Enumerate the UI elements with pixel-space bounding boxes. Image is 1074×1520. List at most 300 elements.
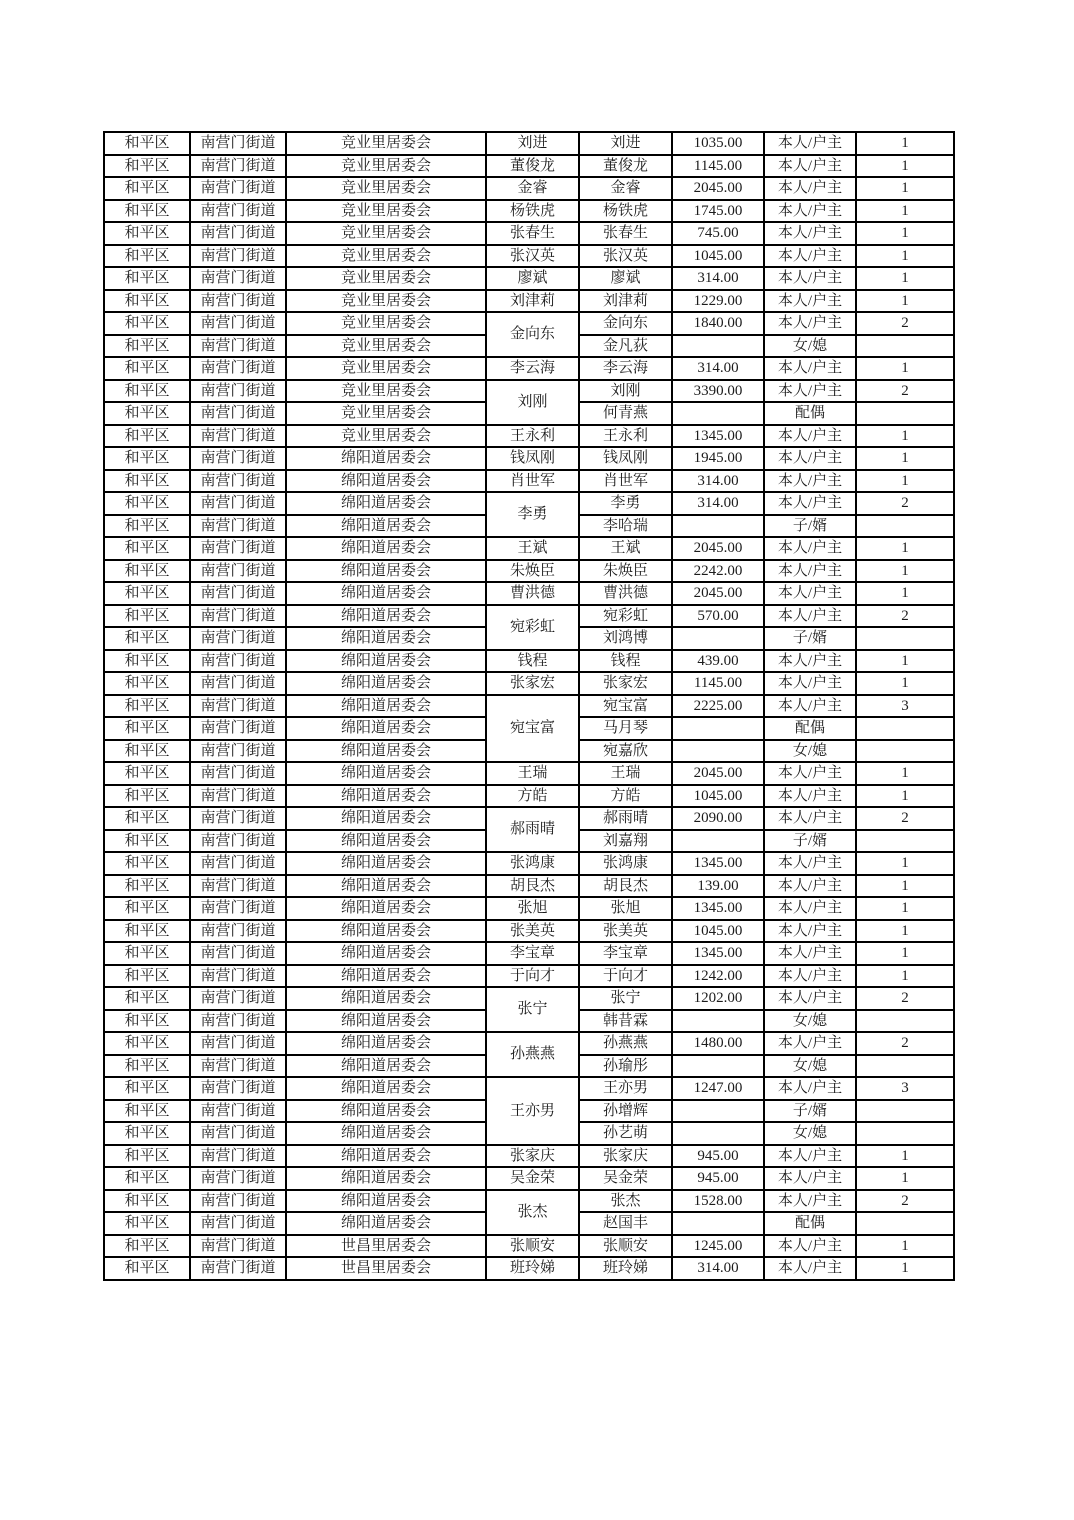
cell-member-name: 钱凤刚 bbox=[579, 447, 672, 470]
cell-member-name: 刘津莉 bbox=[579, 290, 672, 313]
cell-count: 3 bbox=[856, 695, 954, 718]
cell-amount: 1945.00 bbox=[672, 447, 764, 470]
cell-street: 南营门街道 bbox=[190, 1122, 286, 1145]
cell-household-head: 张家宏 bbox=[486, 672, 579, 695]
cell-amount: 1035.00 bbox=[672, 132, 764, 155]
cell-street: 南营门街道 bbox=[190, 627, 286, 650]
cell-member-name: 王斌 bbox=[579, 537, 672, 560]
cell-committee: 绵阳道居委会 bbox=[286, 1077, 486, 1100]
cell-street: 南营门街道 bbox=[190, 1190, 286, 1213]
cell-count: 2 bbox=[856, 987, 954, 1010]
cell-district: 和平区 bbox=[104, 987, 190, 1010]
cell-amount: 745.00 bbox=[672, 222, 764, 245]
cell-street: 南营门街道 bbox=[190, 312, 286, 335]
cell-count: 1 bbox=[856, 785, 954, 808]
cell-household-head: 孙燕燕 bbox=[486, 1032, 579, 1077]
cell-district: 和平区 bbox=[104, 335, 190, 358]
cell-relation: 本人/户主 bbox=[764, 650, 856, 673]
cell-count: 1 bbox=[856, 267, 954, 290]
cell-member-name: 董俊龙 bbox=[579, 155, 672, 178]
table-row bbox=[104, 920, 954, 943]
cell-street: 南营门街道 bbox=[190, 132, 286, 155]
cell-committee: 绵阳道居委会 bbox=[286, 1100, 486, 1123]
cell-household-head: 刘津莉 bbox=[486, 290, 579, 313]
cell-committee: 绵阳道居委会 bbox=[286, 695, 486, 718]
cell-district: 和平区 bbox=[104, 1257, 190, 1280]
cell-district: 和平区 bbox=[104, 1145, 190, 1168]
cell-committee: 绵阳道居委会 bbox=[286, 1145, 486, 1168]
cell-amount: 2090.00 bbox=[672, 807, 764, 830]
cell-amount: 1145.00 bbox=[672, 155, 764, 178]
cell-member-name: 张旭 bbox=[579, 897, 672, 920]
cell-member-name: 王永利 bbox=[579, 425, 672, 448]
cell-amount: 2225.00 bbox=[672, 695, 764, 718]
table-row bbox=[104, 875, 954, 898]
cell-committee: 绵阳道居委会 bbox=[286, 515, 486, 538]
cell-committee: 绵阳道居委会 bbox=[286, 897, 486, 920]
table-row bbox=[104, 177, 954, 200]
cell-committee: 绵阳道居委会 bbox=[286, 492, 486, 515]
cell-member-name: 孙增辉 bbox=[579, 1100, 672, 1123]
cell-street: 南营门街道 bbox=[190, 515, 286, 538]
table-row bbox=[104, 132, 954, 155]
table-row bbox=[104, 942, 954, 965]
cell-household-head: 金睿 bbox=[486, 177, 579, 200]
cell-member-name: 金凡荻 bbox=[579, 335, 672, 358]
cell-count: 1 bbox=[856, 245, 954, 268]
cell-member-name: 张顺安 bbox=[579, 1235, 672, 1258]
table-row bbox=[104, 987, 954, 1010]
cell-district: 和平区 bbox=[104, 785, 190, 808]
cell-amount bbox=[672, 830, 764, 853]
cell-district: 和平区 bbox=[104, 1212, 190, 1235]
cell-relation: 子/婿 bbox=[764, 627, 856, 650]
cell-relation: 本人/户主 bbox=[764, 897, 856, 920]
cell-member-name: 孙瑜彤 bbox=[579, 1055, 672, 1078]
cell-amount: 314.00 bbox=[672, 492, 764, 515]
cell-street: 南营门街道 bbox=[190, 1212, 286, 1235]
cell-street: 南营门街道 bbox=[190, 155, 286, 178]
cell-district: 和平区 bbox=[104, 582, 190, 605]
cell-member-name: 张鸿康 bbox=[579, 852, 672, 875]
cell-count: 2 bbox=[856, 312, 954, 335]
cell-count: 1 bbox=[856, 1145, 954, 1168]
cell-street: 南营门街道 bbox=[190, 1235, 286, 1258]
cell-member-name: 宛嘉欣 bbox=[579, 740, 672, 763]
cell-committee: 绵阳道居委会 bbox=[286, 807, 486, 830]
cell-amount: 1345.00 bbox=[672, 425, 764, 448]
cell-household-head: 张美英 bbox=[486, 920, 579, 943]
cell-household-head: 王瑞 bbox=[486, 762, 579, 785]
cell-street: 南营门街道 bbox=[190, 1077, 286, 1100]
cell-district: 和平区 bbox=[104, 672, 190, 695]
cell-amount bbox=[672, 1212, 764, 1235]
cell-count: 3 bbox=[856, 1077, 954, 1100]
cell-amount: 1528.00 bbox=[672, 1190, 764, 1213]
cell-count bbox=[856, 1100, 954, 1123]
cell-household-head: 郝雨晴 bbox=[486, 807, 579, 852]
cell-amount: 1247.00 bbox=[672, 1077, 764, 1100]
cell-district: 和平区 bbox=[104, 447, 190, 470]
cell-count: 1 bbox=[856, 155, 954, 178]
cell-committee: 绵阳道居委会 bbox=[286, 942, 486, 965]
cell-committee: 竞业里居委会 bbox=[286, 200, 486, 223]
table-row bbox=[104, 1145, 954, 1168]
cell-relation: 本人/户主 bbox=[764, 605, 856, 628]
cell-count: 1 bbox=[856, 470, 954, 493]
cell-committee: 竞业里居委会 bbox=[286, 222, 486, 245]
cell-district: 和平区 bbox=[104, 1235, 190, 1258]
cell-committee: 竞业里居委会 bbox=[286, 335, 486, 358]
cell-street: 南营门街道 bbox=[190, 492, 286, 515]
cell-district: 和平区 bbox=[104, 650, 190, 673]
cell-household-head: 张家庆 bbox=[486, 1145, 579, 1168]
cell-committee: 绵阳道居委会 bbox=[286, 1167, 486, 1190]
cell-household-head: 钱凤刚 bbox=[486, 447, 579, 470]
cell-count bbox=[856, 717, 954, 740]
cell-street: 南营门街道 bbox=[190, 335, 286, 358]
cell-count: 1 bbox=[856, 650, 954, 673]
cell-district: 和平区 bbox=[104, 200, 190, 223]
cell-committee: 绵阳道居委会 bbox=[286, 965, 486, 988]
cell-member-name: 班玲娣 bbox=[579, 1257, 672, 1280]
cell-household-head: 钱程 bbox=[486, 650, 579, 673]
cell-amount: 1045.00 bbox=[672, 920, 764, 943]
cell-district: 和平区 bbox=[104, 1055, 190, 1078]
cell-district: 和平区 bbox=[104, 1122, 190, 1145]
cell-committee: 绵阳道居委会 bbox=[286, 605, 486, 628]
cell-count bbox=[856, 830, 954, 853]
cell-member-name: 廖斌 bbox=[579, 267, 672, 290]
cell-count bbox=[856, 402, 954, 425]
cell-member-name: 吴金荣 bbox=[579, 1167, 672, 1190]
cell-relation: 本人/户主 bbox=[764, 987, 856, 1010]
table-row bbox=[104, 380, 954, 403]
cell-district: 和平区 bbox=[104, 245, 190, 268]
cell-count: 1 bbox=[856, 425, 954, 448]
table-row bbox=[104, 1190, 954, 1213]
cell-committee: 绵阳道居委会 bbox=[286, 582, 486, 605]
table-row bbox=[104, 1167, 954, 1190]
cell-household-head: 张鸿康 bbox=[486, 852, 579, 875]
cell-relation: 女/媳 bbox=[764, 1010, 856, 1033]
cell-amount: 314.00 bbox=[672, 1257, 764, 1280]
cell-committee: 绵阳道居委会 bbox=[286, 785, 486, 808]
cell-relation: 本人/户主 bbox=[764, 560, 856, 583]
cell-street: 南营门街道 bbox=[190, 875, 286, 898]
cell-district: 和平区 bbox=[104, 942, 190, 965]
cell-count: 1 bbox=[856, 447, 954, 470]
table-row bbox=[104, 492, 954, 515]
cell-household-head: 刘进 bbox=[486, 132, 579, 155]
cell-district: 和平区 bbox=[104, 267, 190, 290]
cell-relation: 本人/户主 bbox=[764, 155, 856, 178]
table-row bbox=[104, 672, 954, 695]
cell-amount: 1745.00 bbox=[672, 200, 764, 223]
cell-committee: 绵阳道居委会 bbox=[286, 1032, 486, 1055]
cell-count bbox=[856, 335, 954, 358]
cell-street: 南营门街道 bbox=[190, 537, 286, 560]
cell-street: 南营门街道 bbox=[190, 1145, 286, 1168]
cell-amount bbox=[672, 335, 764, 358]
cell-street: 南营门街道 bbox=[190, 402, 286, 425]
cell-committee: 绵阳道居委会 bbox=[286, 447, 486, 470]
table-row bbox=[104, 605, 954, 628]
cell-relation: 本人/户主 bbox=[764, 1190, 856, 1213]
cell-street: 南营门街道 bbox=[190, 717, 286, 740]
cell-committee: 竞业里居委会 bbox=[286, 290, 486, 313]
cell-street: 南营门街道 bbox=[190, 650, 286, 673]
cell-count: 1 bbox=[856, 357, 954, 380]
cell-amount bbox=[672, 740, 764, 763]
cell-count bbox=[856, 627, 954, 650]
cell-count bbox=[856, 740, 954, 763]
cell-street: 南营门街道 bbox=[190, 447, 286, 470]
cell-district: 和平区 bbox=[104, 312, 190, 335]
cell-household-head: 朱焕臣 bbox=[486, 560, 579, 583]
cell-committee: 绵阳道居委会 bbox=[286, 987, 486, 1010]
cell-amount bbox=[672, 515, 764, 538]
table-row bbox=[104, 470, 954, 493]
cell-amount: 570.00 bbox=[672, 605, 764, 628]
cell-amount: 1840.00 bbox=[672, 312, 764, 335]
table-row bbox=[104, 222, 954, 245]
cell-relation: 子/婿 bbox=[764, 830, 856, 853]
cell-district: 和平区 bbox=[104, 1167, 190, 1190]
cell-household-head: 金向东 bbox=[486, 312, 579, 357]
cell-household-head: 王亦男 bbox=[486, 1077, 579, 1145]
cell-amount: 1045.00 bbox=[672, 785, 764, 808]
cell-amount bbox=[672, 717, 764, 740]
cell-household-head: 廖斌 bbox=[486, 267, 579, 290]
cell-member-name: 刘鸿博 bbox=[579, 627, 672, 650]
cell-relation: 本人/户主 bbox=[764, 965, 856, 988]
cell-count: 2 bbox=[856, 492, 954, 515]
cell-street: 南营门街道 bbox=[190, 695, 286, 718]
cell-household-head: 杨铁虎 bbox=[486, 200, 579, 223]
cell-street: 南营门街道 bbox=[190, 785, 286, 808]
cell-amount: 1345.00 bbox=[672, 942, 764, 965]
cell-district: 和平区 bbox=[104, 740, 190, 763]
cell-member-name: 钱程 bbox=[579, 650, 672, 673]
cell-count: 1 bbox=[856, 942, 954, 965]
table-body bbox=[104, 132, 954, 1280]
cell-amount: 1245.00 bbox=[672, 1235, 764, 1258]
cell-committee: 绵阳道居委会 bbox=[286, 1212, 486, 1235]
cell-district: 和平区 bbox=[104, 627, 190, 650]
table-row bbox=[104, 290, 954, 313]
cell-relation: 配偶 bbox=[764, 1212, 856, 1235]
cell-household-head: 班玲娣 bbox=[486, 1257, 579, 1280]
cell-district: 和平区 bbox=[104, 290, 190, 313]
cell-member-name: 赵国丰 bbox=[579, 1212, 672, 1235]
cell-household-head: 张汉英 bbox=[486, 245, 579, 268]
cell-count: 1 bbox=[856, 920, 954, 943]
cell-relation: 本人/户主 bbox=[764, 875, 856, 898]
cell-street: 南营门街道 bbox=[190, 245, 286, 268]
cell-relation: 本人/户主 bbox=[764, 425, 856, 448]
cell-relation: 本人/户主 bbox=[764, 1077, 856, 1100]
table-row bbox=[104, 852, 954, 875]
table-row bbox=[104, 312, 954, 335]
cell-district: 和平区 bbox=[104, 920, 190, 943]
cell-relation: 本人/户主 bbox=[764, 942, 856, 965]
cell-relation: 本人/户主 bbox=[764, 245, 856, 268]
cell-household-head: 李宝章 bbox=[486, 942, 579, 965]
cell-household-head: 宛宝富 bbox=[486, 695, 579, 763]
cell-count: 1 bbox=[856, 875, 954, 898]
cell-relation: 本人/户主 bbox=[764, 1032, 856, 1055]
cell-member-name: 肖世军 bbox=[579, 470, 672, 493]
cell-street: 南营门街道 bbox=[190, 1257, 286, 1280]
cell-household-head: 宛彩虹 bbox=[486, 605, 579, 650]
cell-committee: 绵阳道居委会 bbox=[286, 672, 486, 695]
cell-relation: 本人/户主 bbox=[764, 1257, 856, 1280]
cell-amount: 1345.00 bbox=[672, 897, 764, 920]
cell-member-name: 朱焕臣 bbox=[579, 560, 672, 583]
cell-committee: 竞业里居委会 bbox=[286, 380, 486, 403]
cell-member-name: 曹洪德 bbox=[579, 582, 672, 605]
cell-street: 南营门街道 bbox=[190, 830, 286, 853]
cell-district: 和平区 bbox=[104, 492, 190, 515]
cell-member-name: 于向才 bbox=[579, 965, 672, 988]
cell-district: 和平区 bbox=[104, 560, 190, 583]
cell-relation: 本人/户主 bbox=[764, 695, 856, 718]
cell-member-name: 李云海 bbox=[579, 357, 672, 380]
cell-committee: 绵阳道居委会 bbox=[286, 537, 486, 560]
cell-district: 和平区 bbox=[104, 470, 190, 493]
cell-relation: 本人/户主 bbox=[764, 380, 856, 403]
cell-committee: 绵阳道居委会 bbox=[286, 920, 486, 943]
cell-relation: 本人/户主 bbox=[764, 807, 856, 830]
table-row bbox=[104, 357, 954, 380]
cell-street: 南营门街道 bbox=[190, 380, 286, 403]
cell-amount: 1045.00 bbox=[672, 245, 764, 268]
cell-member-name: 张美英 bbox=[579, 920, 672, 943]
cell-amount bbox=[672, 1010, 764, 1033]
cell-committee: 竞业里居委会 bbox=[286, 132, 486, 155]
cell-member-name: 方皓 bbox=[579, 785, 672, 808]
cell-amount: 2045.00 bbox=[672, 537, 764, 560]
cell-count: 1 bbox=[856, 537, 954, 560]
cell-household-head: 董俊龙 bbox=[486, 155, 579, 178]
cell-count bbox=[856, 1122, 954, 1145]
cell-committee: 绵阳道居委会 bbox=[286, 762, 486, 785]
cell-count: 2 bbox=[856, 807, 954, 830]
cell-street: 南营门街道 bbox=[190, 672, 286, 695]
cell-street: 南营门街道 bbox=[190, 942, 286, 965]
cell-street: 南营门街道 bbox=[190, 222, 286, 245]
table-row bbox=[104, 897, 954, 920]
cell-count: 1 bbox=[856, 852, 954, 875]
cell-amount bbox=[672, 627, 764, 650]
cell-member-name: 张汉英 bbox=[579, 245, 672, 268]
cell-relation: 女/媳 bbox=[764, 1122, 856, 1145]
cell-street: 南营门街道 bbox=[190, 200, 286, 223]
cell-committee: 竞业里居委会 bbox=[286, 402, 486, 425]
cell-household-head: 于向才 bbox=[486, 965, 579, 988]
cell-street: 南营门街道 bbox=[190, 1032, 286, 1055]
cell-count: 1 bbox=[856, 222, 954, 245]
cell-amount bbox=[672, 1122, 764, 1145]
cell-household-head: 王永利 bbox=[486, 425, 579, 448]
cell-street: 南营门街道 bbox=[190, 605, 286, 628]
cell-street: 南营门街道 bbox=[190, 357, 286, 380]
cell-amount: 945.00 bbox=[672, 1167, 764, 1190]
cell-amount: 2045.00 bbox=[672, 762, 764, 785]
cell-committee: 绵阳道居委会 bbox=[286, 1055, 486, 1078]
table-row bbox=[104, 155, 954, 178]
cell-member-name: 张家庆 bbox=[579, 1145, 672, 1168]
cell-member-name: 马月琴 bbox=[579, 717, 672, 740]
cell-count: 1 bbox=[856, 965, 954, 988]
cell-street: 南营门街道 bbox=[190, 470, 286, 493]
cell-committee: 绵阳道居委会 bbox=[286, 1122, 486, 1145]
cell-relation: 本人/户主 bbox=[764, 470, 856, 493]
cell-member-name: 李哈瑞 bbox=[579, 515, 672, 538]
table-row bbox=[104, 1077, 954, 1100]
cell-member-name: 王瑞 bbox=[579, 762, 672, 785]
cell-committee: 世昌里居委会 bbox=[286, 1257, 486, 1280]
cell-district: 和平区 bbox=[104, 537, 190, 560]
cell-street: 南营门街道 bbox=[190, 807, 286, 830]
cell-member-name: 张杰 bbox=[579, 1190, 672, 1213]
cell-district: 和平区 bbox=[104, 762, 190, 785]
cell-street: 南营门街道 bbox=[190, 852, 286, 875]
cell-household-head: 李云海 bbox=[486, 357, 579, 380]
cell-street: 南营门街道 bbox=[190, 582, 286, 605]
cell-member-name: 何青燕 bbox=[579, 402, 672, 425]
cell-household-head: 李勇 bbox=[486, 492, 579, 537]
cell-amount: 3390.00 bbox=[672, 380, 764, 403]
cell-count: 1 bbox=[856, 1257, 954, 1280]
cell-household-head: 张春生 bbox=[486, 222, 579, 245]
cell-street: 南营门街道 bbox=[190, 1167, 286, 1190]
cell-relation: 配偶 bbox=[764, 717, 856, 740]
cell-relation: 本人/户主 bbox=[764, 267, 856, 290]
cell-district: 和平区 bbox=[104, 1077, 190, 1100]
cell-relation: 本人/户主 bbox=[764, 222, 856, 245]
table-row bbox=[104, 762, 954, 785]
cell-street: 南营门街道 bbox=[190, 1010, 286, 1033]
cell-relation: 本人/户主 bbox=[764, 537, 856, 560]
cell-street: 南营门街道 bbox=[190, 987, 286, 1010]
cell-amount: 1145.00 bbox=[672, 672, 764, 695]
cell-member-name: 王亦男 bbox=[579, 1077, 672, 1100]
cell-amount: 2045.00 bbox=[672, 582, 764, 605]
cell-district: 和平区 bbox=[104, 1100, 190, 1123]
cell-household-head: 刘刚 bbox=[486, 380, 579, 425]
cell-relation: 本人/户主 bbox=[764, 852, 856, 875]
cell-committee: 竞业里居委会 bbox=[286, 357, 486, 380]
cell-amount bbox=[672, 1055, 764, 1078]
cell-district: 和平区 bbox=[104, 605, 190, 628]
cell-count bbox=[856, 515, 954, 538]
cell-relation: 女/媳 bbox=[764, 335, 856, 358]
cell-committee: 绵阳道居委会 bbox=[286, 852, 486, 875]
cell-street: 南营门街道 bbox=[190, 1055, 286, 1078]
cell-committee: 绵阳道居委会 bbox=[286, 875, 486, 898]
cell-count: 1 bbox=[856, 672, 954, 695]
cell-member-name: 胡艮杰 bbox=[579, 875, 672, 898]
cell-committee: 绵阳道居委会 bbox=[286, 470, 486, 493]
cell-district: 和平区 bbox=[104, 1190, 190, 1213]
cell-amount: 139.00 bbox=[672, 875, 764, 898]
table-row bbox=[104, 245, 954, 268]
table-row bbox=[104, 1032, 954, 1055]
cell-count: 1 bbox=[856, 582, 954, 605]
cell-amount: 439.00 bbox=[672, 650, 764, 673]
